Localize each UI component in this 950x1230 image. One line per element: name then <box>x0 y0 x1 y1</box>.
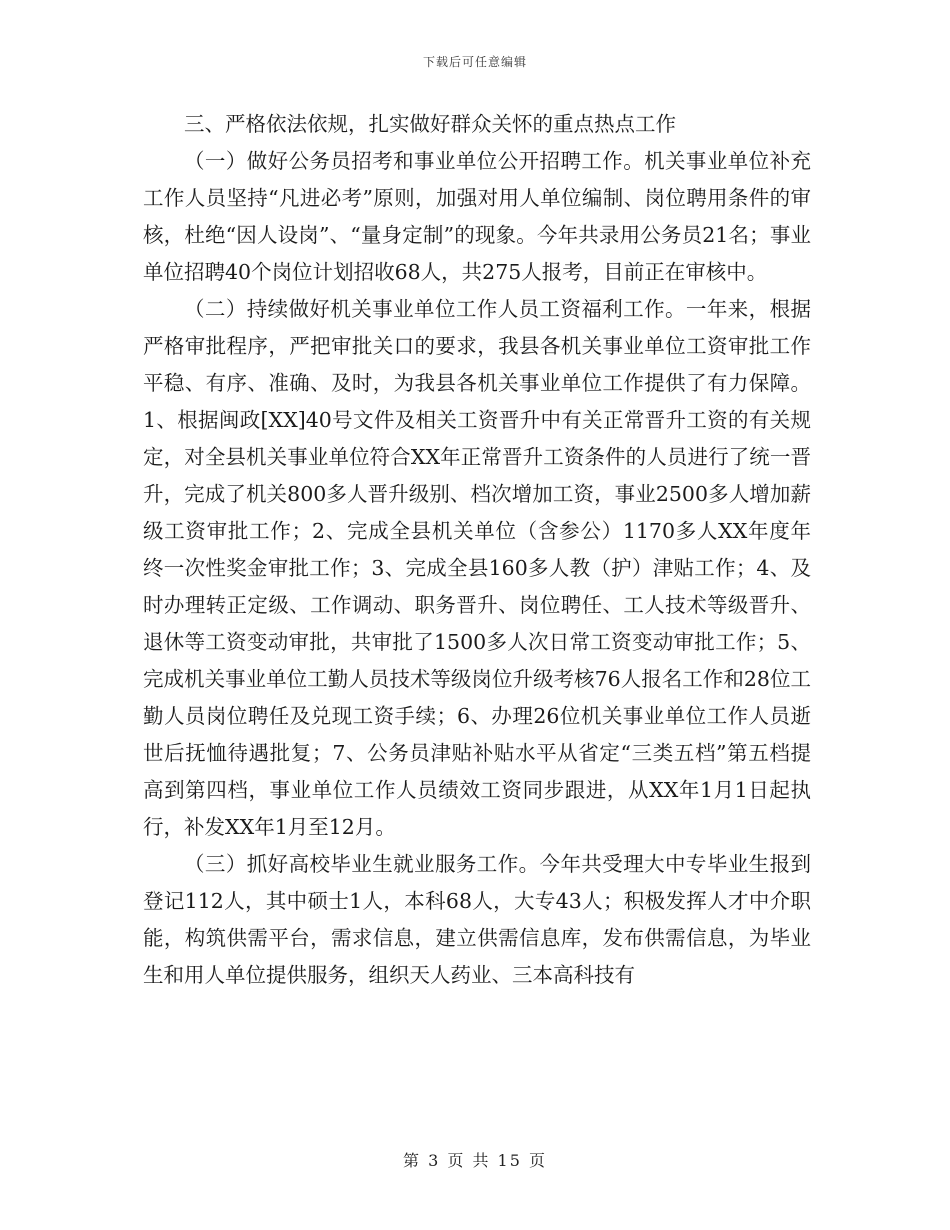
page-number: 第 3 页 共 15 页 <box>403 1151 547 1170</box>
paragraph-recruitment: （一）做好公务员招考和事业单位公开招聘工作。机关事业单位补充工作人员坚持“凡进必考”原则，加强对用人单位编制、岗位聘用条件的审核，杜绝“因人设岗”、“量身定制”的现象。今年共录用公务员21名；事业单位招聘40个岗位计划招收68人，共275人报考，目前正在审核中。 <box>143 149 811 284</box>
paragraph-salary-welfare: （二）持续做好机关事业单位工作人员工资福利工作。一年来，根据严格审批程序，严把审批关口的要求，我县各机关事业单位工资审批工作平稳、有序、准确、及时，为我县各机关事业单位工作提供了有力保障。1、根据闽政[XX]40号文件及相关工资晋升中有关正常晋升工资的有关规定，对全县机关事业单位符合XX年正常晋升工资条件的人员进行了统一晋升，完成了机关800多人晋升级别、档次增加工资，事业2500多人增加薪级工资审批工作；2、完成全县机关单位（含参公）1170多人XX年度年终一次性奖金审批工作；3、完成全县160多人教（护）津贴工作；4、及时办理转正定级、工作调动、职务晋升、岗位聘任、工人技术等级晋升、退休等工资变动审批，共审批了1500多人次日常工资变动审批工作；5、完成机关事业单位工勤人员技术等级岗位升级考核76人报名工作和28位工勤人员岗位聘任及兑现工资手续；6、办理26位机关事业单位工作人员逝世后抚恤待遇批复；7、公务员津贴补贴水平从省定“三类五档”第五档提高到第四档，事业单位工作人员绩效工资同步跟进，从XX年1月1日起执行，补发XX年1月至12月。 <box>143 297 811 839</box>
paragraph-graduate-employment: （三）抓好高校毕业生就业服务工作。今年共受理大中专毕业生报到登记112人，其中硕士1人，本科68人，大专43人；积极发挥人才中介职能，构筑供需平台，需求信息，建立供需信息库，发布供需信息，为毕业生和用人单位提供服务，组织天人药业、三本高科技有 <box>143 852 811 987</box>
document-body <box>143 106 811 994</box>
section-heading: 三、严格依法依规，扎实做好群众关怀的重点热点工作 <box>184 112 676 136</box>
page-header: 下载后可任意编辑 <box>422 55 527 69</box>
